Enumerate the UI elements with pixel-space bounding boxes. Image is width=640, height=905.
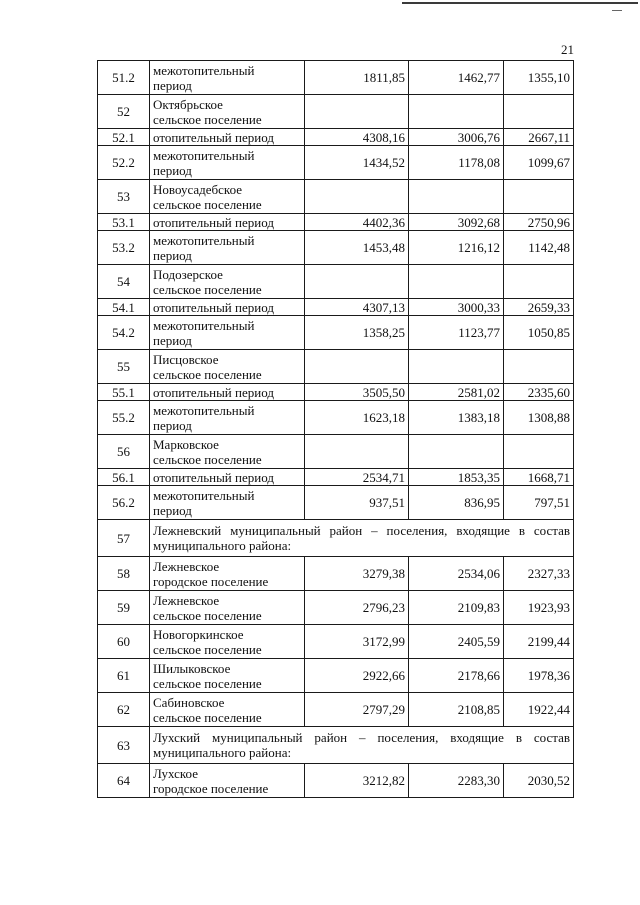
row-number: 58: [98, 557, 150, 591]
value-cell-3: 1922,44: [504, 693, 574, 727]
value-cell-3: 1668,71: [504, 469, 574, 486]
value-cell-3: 1355,10: [504, 61, 574, 95]
row-name-line2: период: [153, 247, 192, 263]
row-name-line1: Новоусадебское: [153, 181, 242, 197]
table-row: [98, 350, 574, 384]
row-name-line2: период: [153, 77, 192, 93]
value-cell-2: 3000,33: [409, 299, 504, 316]
tariff-table: [97, 60, 574, 798]
value-cell-2: 836,95: [409, 486, 504, 520]
row-name: [150, 435, 305, 469]
row-name-line2: сельское поселение: [153, 281, 262, 297]
value-cell-2: 2405,59: [409, 625, 504, 659]
row-number: 64: [98, 764, 150, 798]
table-row: [98, 214, 574, 231]
value-cell-3: 2659,33: [504, 299, 574, 316]
value-cell-1: 3212,82: [305, 764, 409, 798]
scan-mark: [612, 4, 622, 11]
value-cell-3: 2327,33: [504, 557, 574, 591]
row-name-line2: городское поселение: [153, 780, 269, 796]
value-cell-3: 2199,44: [504, 625, 574, 659]
value-cell-2: [409, 180, 504, 214]
row-number: 52.1: [98, 129, 150, 146]
row-name: [150, 557, 305, 591]
value-cell-3: 1923,93: [504, 591, 574, 625]
table-row: [98, 625, 574, 659]
value-cell-2: [409, 95, 504, 129]
row-number: 56.2: [98, 486, 150, 520]
row-name-line1: отопительный период: [153, 214, 274, 230]
value-cell-3: 1978,36: [504, 659, 574, 693]
row-number: 56: [98, 435, 150, 469]
value-cell-1: [305, 265, 409, 299]
row-name-line2: сельское поселение: [153, 111, 262, 127]
row-name: [150, 231, 305, 265]
section-header-row: [98, 727, 574, 764]
value-cell-1: [305, 95, 409, 129]
row-number: 61: [98, 659, 150, 693]
value-cell-2: 2534,06: [409, 557, 504, 591]
row-number: 63: [98, 727, 150, 764]
row-name-line2: сельское поселение: [153, 366, 262, 382]
value-cell-3: 1142,48: [504, 231, 574, 265]
value-cell-1: 1434,52: [305, 146, 409, 180]
row-name-line1: Лухское: [153, 765, 198, 781]
row-number: 60: [98, 625, 150, 659]
value-cell-2: [409, 435, 504, 469]
row-name: [150, 265, 305, 299]
row-number: 53.2: [98, 231, 150, 265]
value-cell-1: 4402,36: [305, 214, 409, 231]
value-cell-3: 1099,67: [504, 146, 574, 180]
table-row: [98, 61, 574, 95]
value-cell-2: 3006,76: [409, 129, 504, 146]
row-name: [150, 299, 305, 316]
row-name: [150, 401, 305, 435]
value-cell-1: 3172,99: [305, 625, 409, 659]
value-cell-1: [305, 350, 409, 384]
row-name: [150, 591, 305, 625]
row-name-line2: сельское поселение: [153, 451, 262, 467]
row-name-line1: межотопительный: [153, 317, 255, 333]
row-number: 55: [98, 350, 150, 384]
row-name-line1: межотопительный: [153, 487, 255, 503]
row-name-line1: межотопительный: [153, 402, 255, 418]
row-name-line2: сельское поселение: [153, 709, 262, 725]
table-row: [98, 591, 574, 625]
section-header-row: [98, 520, 574, 557]
table-row: [98, 557, 574, 591]
row-name: [150, 95, 305, 129]
value-cell-1: 2922,66: [305, 659, 409, 693]
row-name-line1: межотопительный: [153, 232, 255, 248]
value-cell-3: 2750,96: [504, 214, 574, 231]
table-row: [98, 146, 574, 180]
table-row: [98, 231, 574, 265]
value-cell-1: 1358,25: [305, 316, 409, 350]
row-name-line2: период: [153, 417, 192, 433]
row-name-line2: период: [153, 502, 192, 518]
value-cell-3: [504, 180, 574, 214]
value-cell-2: 1853,35: [409, 469, 504, 486]
value-cell-2: 2109,83: [409, 591, 504, 625]
scan-edge-line: [402, 2, 638, 4]
row-name: [150, 693, 305, 727]
value-cell-3: 1050,85: [504, 316, 574, 350]
row-name: [150, 316, 305, 350]
row-number: 57: [98, 520, 150, 557]
row-name-line2: сельское поселение: [153, 607, 262, 623]
row-name: [150, 214, 305, 231]
value-cell-2: 1216,12: [409, 231, 504, 265]
table-row: [98, 693, 574, 727]
row-name-line1: Шилыковское: [153, 660, 231, 676]
value-cell-1: 2534,71: [305, 469, 409, 486]
row-name-line1: Лежневское: [153, 592, 220, 608]
row-name-line1: Марковское: [153, 436, 219, 452]
row-number: 54.1: [98, 299, 150, 316]
row-number: 52: [98, 95, 150, 129]
row-name-line1: Сабиновское: [153, 694, 225, 710]
value-cell-2: 1383,18: [409, 401, 504, 435]
table-row: [98, 265, 574, 299]
row-name-line1: межотопительный: [153, 147, 255, 163]
row-name-line1: отопительный период: [153, 129, 274, 145]
table-row: [98, 316, 574, 350]
row-name-line2: период: [153, 332, 192, 348]
row-number: 53: [98, 180, 150, 214]
row-number: 53.1: [98, 214, 150, 231]
table-body: [98, 61, 574, 798]
value-cell-3: [504, 350, 574, 384]
value-cell-1: 1623,18: [305, 401, 409, 435]
row-name: [150, 146, 305, 180]
row-name-line1: отопительный период: [153, 299, 274, 315]
row-name: [150, 764, 305, 798]
row-name-line1: Лежневское: [153, 558, 220, 574]
page-number: 21: [561, 42, 574, 57]
row-number: 51.2: [98, 61, 150, 95]
row-name: [150, 129, 305, 146]
value-cell-3: [504, 265, 574, 299]
table-row: [98, 659, 574, 693]
value-cell-1: 3505,50: [305, 384, 409, 401]
value-cell-1: 4307,13: [305, 299, 409, 316]
table-row: [98, 180, 574, 214]
value-cell-1: 2796,23: [305, 591, 409, 625]
row-name-line1: межотопительный: [153, 62, 255, 78]
row-name: [150, 625, 305, 659]
table-row: [98, 486, 574, 520]
value-cell-3: [504, 435, 574, 469]
value-cell-3: 2667,11: [504, 129, 574, 146]
value-cell-1: 3279,38: [305, 557, 409, 591]
row-number: 52.2: [98, 146, 150, 180]
row-name: [150, 384, 305, 401]
table-row: [98, 764, 574, 798]
value-cell-3: 797,51: [504, 486, 574, 520]
row-name: [150, 61, 305, 95]
row-number: 55.2: [98, 401, 150, 435]
row-name-line2: городское поселение: [153, 573, 269, 589]
table-row: [98, 401, 574, 435]
row-name-line1: Подозерское: [153, 266, 223, 282]
table-row: [98, 384, 574, 401]
table-row: [98, 129, 574, 146]
value-cell-2: 2283,30: [409, 764, 504, 798]
value-cell-1: 937,51: [305, 486, 409, 520]
row-name: [150, 469, 305, 486]
value-cell-2: 1178,08: [409, 146, 504, 180]
value-cell-2: 1123,77: [409, 316, 504, 350]
value-cell-3: 1308,88: [504, 401, 574, 435]
row-name-line1: отопительный период: [153, 384, 274, 400]
table-row: [98, 299, 574, 316]
value-cell-1: 4308,16: [305, 129, 409, 146]
row-name-line2: сельское поселение: [153, 641, 262, 657]
table-row: [98, 95, 574, 129]
row-number: 55.1: [98, 384, 150, 401]
section-header-text: Лухский муниципальный район – поселения, входящие в состав муниципального района:: [150, 727, 574, 764]
value-cell-1: 2797,29: [305, 693, 409, 727]
row-number: 62: [98, 693, 150, 727]
row-name-line2: сельское поселение: [153, 675, 262, 691]
row-number: 59: [98, 591, 150, 625]
value-cell-1: [305, 435, 409, 469]
value-cell-3: 2030,52: [504, 764, 574, 798]
row-number: 56.1: [98, 469, 150, 486]
row-name-line1: Писцовское: [153, 351, 219, 367]
row-name: [150, 659, 305, 693]
row-name: [150, 180, 305, 214]
value-cell-2: 3092,68: [409, 214, 504, 231]
section-header-text: Лежневский муниципальный район – поселения, входящие в состав муниципального района:: [150, 520, 574, 557]
table-row: [98, 469, 574, 486]
value-cell-1: 1453,48: [305, 231, 409, 265]
row-number: 54: [98, 265, 150, 299]
row-number: 54.2: [98, 316, 150, 350]
value-cell-1: [305, 180, 409, 214]
row-name-line1: Новогоркинское: [153, 626, 244, 642]
row-name: [150, 350, 305, 384]
value-cell-2: 2581,02: [409, 384, 504, 401]
value-cell-2: [409, 350, 504, 384]
value-cell-2: 1462,77: [409, 61, 504, 95]
table-row: [98, 435, 574, 469]
value-cell-2: 2108,85: [409, 693, 504, 727]
row-name-line1: Октябрьское: [153, 96, 223, 112]
value-cell-2: 2178,66: [409, 659, 504, 693]
row-name: [150, 486, 305, 520]
value-cell-2: [409, 265, 504, 299]
row-name-line1: отопительный период: [153, 469, 274, 485]
value-cell-3: [504, 95, 574, 129]
value-cell-1: 1811,85: [305, 61, 409, 95]
row-name-line2: сельское поселение: [153, 196, 262, 212]
value-cell-3: 2335,60: [504, 384, 574, 401]
row-name-line2: период: [153, 162, 192, 178]
